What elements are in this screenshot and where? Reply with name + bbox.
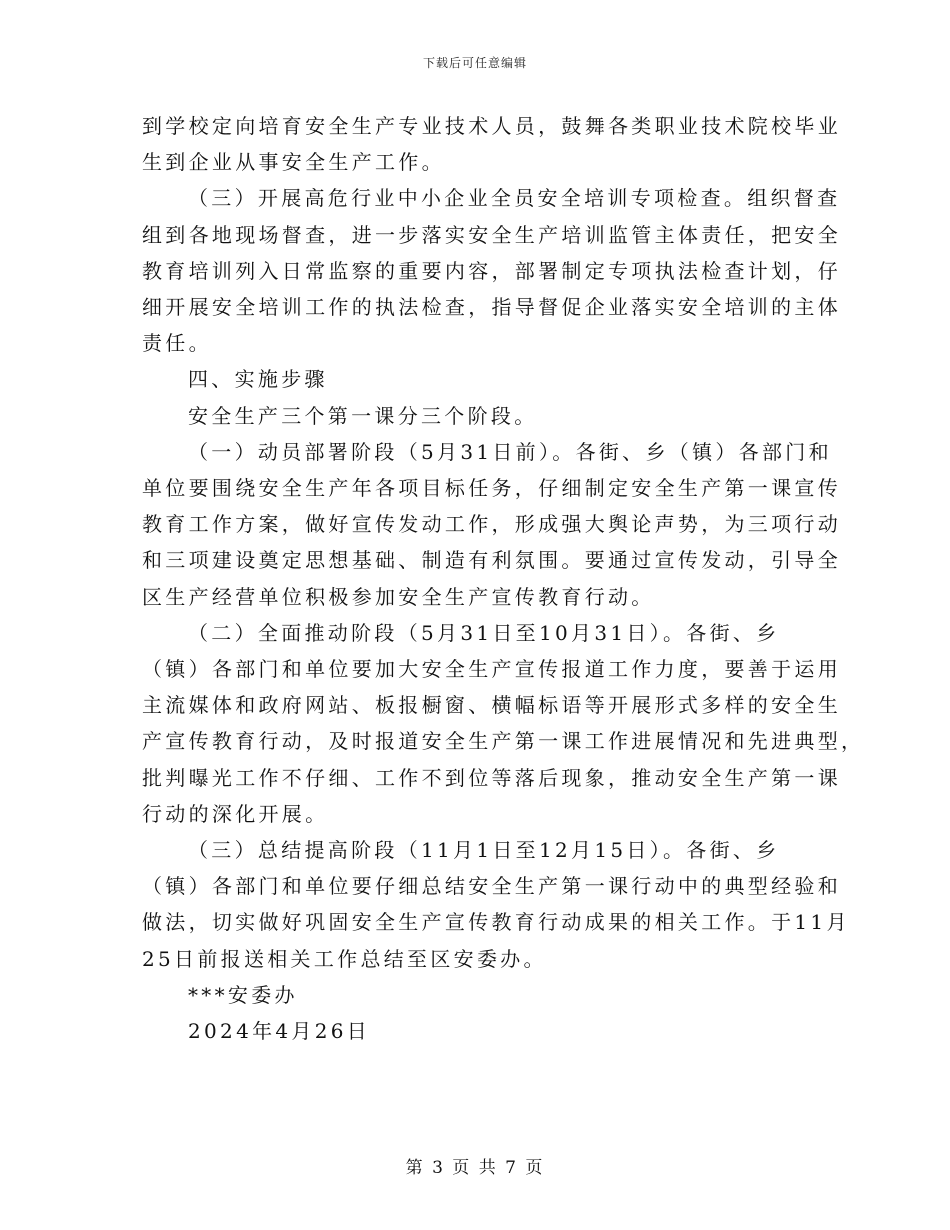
page-number-footer: 第 3 页 共 7 页: [405, 1158, 545, 1178]
text-line: （镇）各部门和单位要加大安全生产宣传报道工作力度，要善于运用: [142, 657, 841, 682]
text-line: 教育培训列入日常监察的重要内容，部署制定专项执法检查计划，仔: [142, 258, 841, 283]
text-line: 主流媒体和政府网站、板报橱窗、横幅标语等开展形式多样的安全生: [142, 693, 841, 718]
text-line: 和三项建设奠定思想基础、制造有利氛围。要通过宣传发动，引导全: [142, 548, 841, 573]
text-line: 25日前报送相关工作总结至区安委办。: [142, 946, 547, 971]
text-line: 到学校定向培育安全生产专业技术人员，鼓舞各类职业技术院校毕业: [142, 114, 841, 138]
text-line: 批判曝光工作不仔细、工作不到位等落后现象，推动安全生产第一课: [142, 765, 841, 790]
paragraph-start: （二）全面推动阶段（5月31日至10月31日）。各街、乡: [188, 620, 780, 645]
paragraph-start: （三）总结提高阶段（11月1日至12月15日）。各街、乡: [188, 838, 780, 863]
document-body: [142, 108, 865, 1049]
text-line: 责任。: [142, 331, 212, 356]
text-line: 生到企业从事安全生产工作。: [142, 150, 445, 175]
text-line: 区生产经营单位积极参加安全生产宣传教育行动。: [142, 584, 655, 609]
paragraph-start: 安全生产三个第一课分三个阶段。: [188, 403, 538, 428]
signature-org: ***安委办: [188, 982, 298, 1007]
text-line: 行动的深化开展。: [142, 801, 329, 826]
text-line: 细开展安全培训工作的执法检查，指导督促企业落实安全培训的主体: [142, 295, 841, 320]
section-heading: 四、实施步骤: [188, 367, 328, 392]
text-line: 组到各地现场督查，进一步落实安全生产培训监管主体责任，把安全: [142, 222, 841, 247]
text-line: 做法，切实做好巩固安全生产宣传教育行动成果的相关工作。于11月: [142, 910, 850, 935]
paragraph-start: （三）开展高危行业中小企业全员安全培训专项检查。组织督查: [188, 186, 841, 211]
page-header: 下载后可任意编辑: [422, 56, 527, 70]
paragraph-start: （一）动员部署阶段（5月31日前）。各街、乡（镇）各部门和: [188, 439, 832, 464]
text-line: 单位要围绕安全生产年各项目标任务，仔细制定安全生产第一课宣传: [142, 476, 841, 501]
signature-date: 2024年4月26日: [188, 1019, 371, 1044]
text-line: 教育工作方案，做好宣传发动工作，形成强大舆论声势，为三项行动: [142, 512, 841, 537]
text-line: （镇）各部门和单位要仔细总结安全生产第一课行动中的典型经验和: [142, 874, 841, 899]
text-line: 产宣传教育行动，及时报道安全生产第一课工作进展情况和先进典型，: [142, 729, 865, 754]
